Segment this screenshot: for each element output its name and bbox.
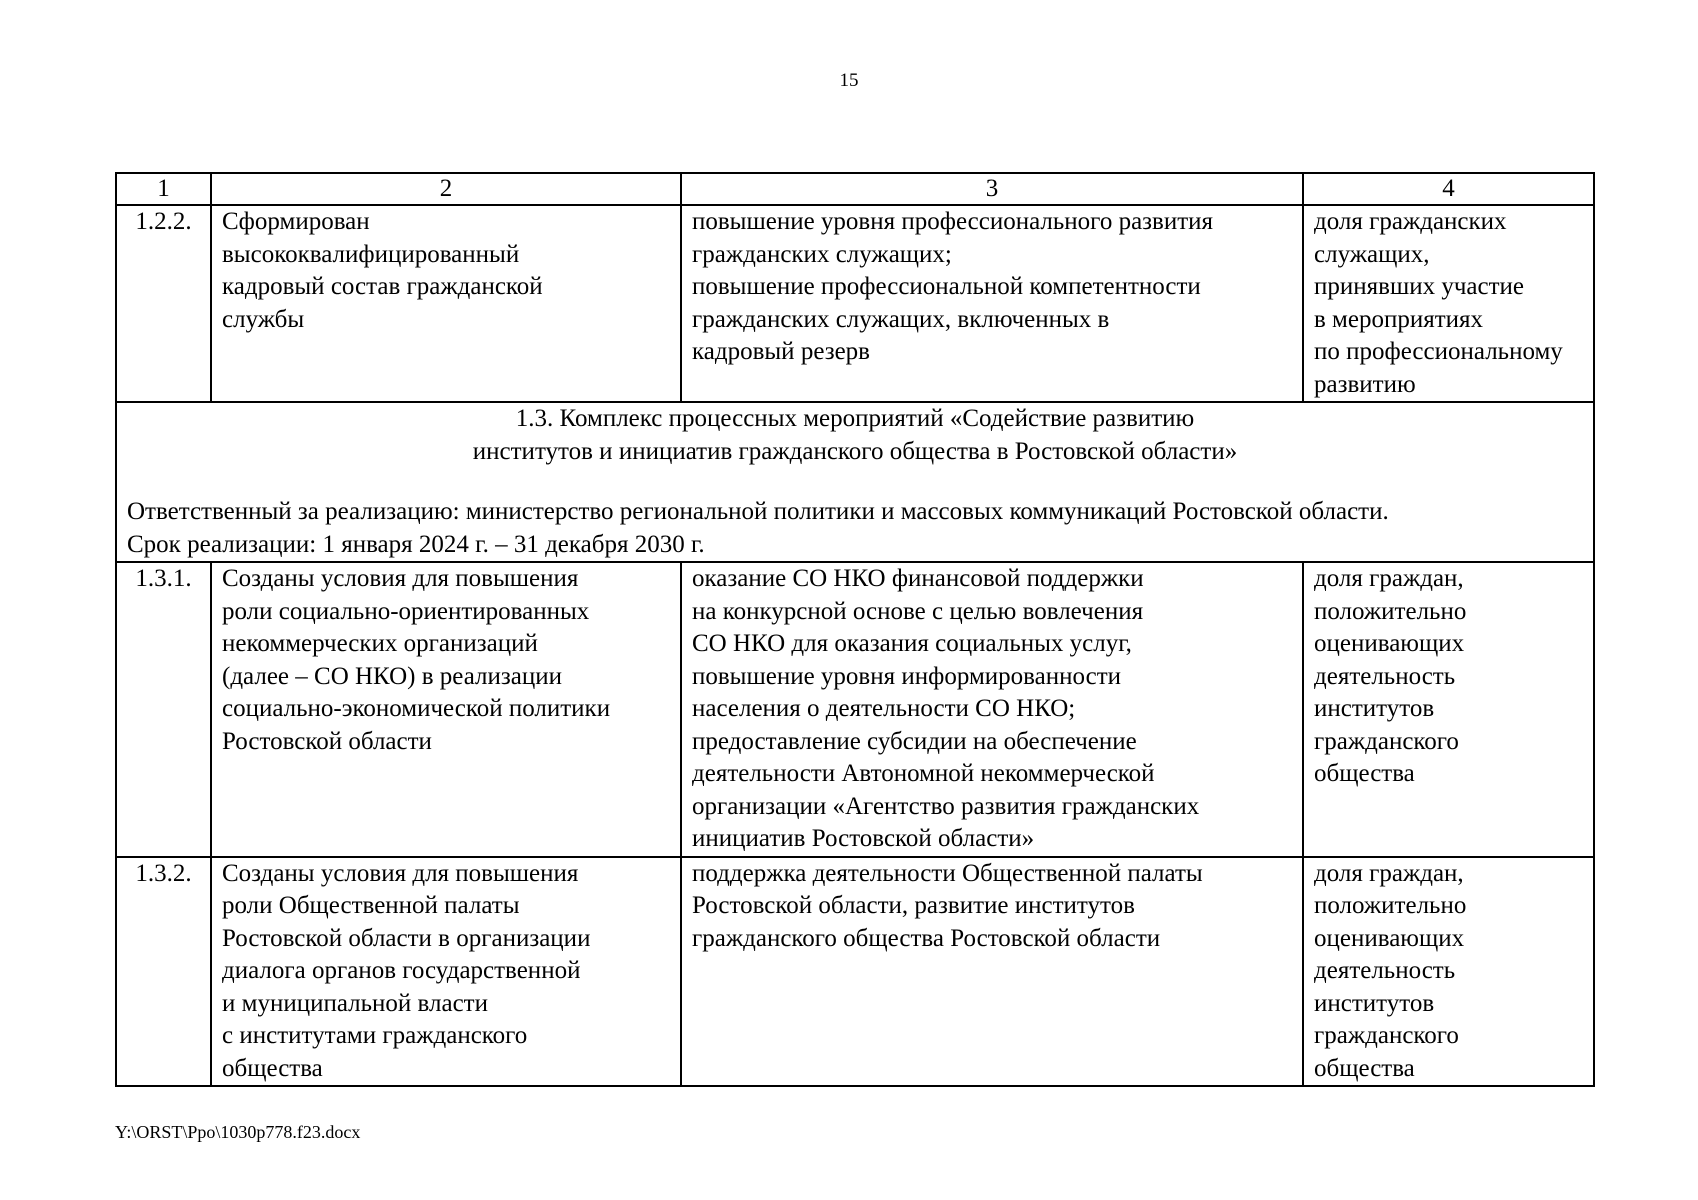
cell-line: общества: [1314, 760, 1415, 787]
page-number: 15: [839, 70, 859, 91]
cell-line: Созданы условия для повышения: [222, 859, 579, 887]
cell-line: Созданы условия для повышения: [222, 565, 579, 592]
description-cell: [681, 857, 1303, 1087]
cell-line: организации «Агентство развития гражданских: [692, 792, 1200, 820]
cell-line: на конкурсной основе с целью вовлечения: [692, 597, 1144, 625]
cell-line: принявших участие: [1314, 273, 1524, 300]
cell-line: деятельность: [1314, 957, 1456, 984]
cell-line: служащих,: [1314, 240, 1430, 268]
column-number: 1: [116, 173, 211, 205]
cell-line: Ростовской области, развитие институтов: [692, 892, 1135, 919]
cell-line: институтов: [1314, 695, 1435, 722]
cell-line: гражданских служащих;: [692, 240, 952, 268]
cell-line: гражданских служащих, включенных в: [692, 305, 1110, 333]
cell-line: по профессиональному: [1314, 338, 1563, 365]
cell-line: высококвалифицированный: [222, 240, 520, 268]
cell-line: положительно: [1314, 892, 1467, 919]
cell-line: (далее – СО НКО) в реализации: [222, 662, 562, 690]
indicator-cell: [1303, 562, 1594, 857]
cell-line: предоставление субсидии на обеспечение: [692, 727, 1137, 755]
cell-line: развитию: [1314, 370, 1416, 398]
cell-line: повышение уровня профессионального развития: [692, 208, 1214, 235]
cell-line: доля гражданских: [1314, 208, 1507, 235]
cell-line: Ростовской области: [222, 727, 432, 755]
cell-line: гражданского: [1314, 1022, 1459, 1049]
cell-line: кадровый состав гражданской: [222, 273, 543, 300]
cell-line: оценивающих: [1314, 630, 1465, 657]
section-cell: [116, 402, 1594, 562]
cell-line: роли Общественной палаты: [222, 892, 520, 919]
task-cell: [211, 562, 681, 857]
task-cell: [211, 857, 681, 1087]
cell-line: с институтами гражданского: [222, 1022, 528, 1049]
indicator-cell: [1303, 857, 1594, 1087]
cell-line: доля граждан,: [1314, 565, 1464, 592]
indicator-cell: [1303, 205, 1594, 402]
cell-line: роли социально-ориентированных: [222, 597, 590, 625]
cell-line: гражданского общества Ростовской области: [692, 924, 1161, 952]
row-number: 1.2.2.: [116, 205, 211, 402]
cell-line: диалога органов государственной: [222, 957, 581, 984]
footer-file-path: Y:\ORST\Ppo\1030p778.f23.docx: [115, 1122, 361, 1142]
cell-line: оценивающих: [1314, 924, 1465, 952]
cell-line: Сформирован: [222, 208, 370, 235]
cell-line: службы: [222, 305, 305, 333]
cell-line: социально-экономической политики: [222, 695, 611, 722]
cell-line: доля граждан,: [1314, 859, 1464, 887]
cell-line: поддержка деятельности Общественной палаты: [692, 859, 1203, 887]
column-number: 4: [1303, 173, 1594, 205]
cell-line: повышение уровня информированности: [692, 662, 1121, 690]
description-cell: [681, 205, 1303, 402]
cell-line: СО НКО для оказания социальных услуг,: [692, 630, 1132, 657]
column-number: 3: [681, 173, 1303, 205]
cell-line: общества: [222, 1054, 323, 1082]
cell-line: в мероприятиях: [1314, 305, 1484, 333]
description-cell: [681, 562, 1303, 857]
cell-line: деятельность: [1314, 662, 1456, 690]
section-responsible: Ответственный за реализацию: министерство региональной политики и массовых коммуникаций Ростовской области.: [127, 498, 1389, 525]
cell-line: оказание СО НКО финансовой поддержки: [692, 565, 1144, 592]
cell-line: инициатив Ростовской области»: [692, 825, 1035, 852]
cell-line: некоммерческих организаций: [222, 630, 538, 657]
section-gap: [127, 468, 1583, 496]
cell-line: деятельности Автономной некоммерческой: [692, 760, 1155, 787]
row-number: 1.3.2.: [116, 857, 211, 1087]
measures-table: [115, 172, 1595, 1087]
cell-line: Ростовской области в организации: [222, 924, 591, 952]
cell-line: общества: [1314, 1054, 1415, 1082]
cell-line: положительно: [1314, 597, 1467, 625]
cell-line: институтов: [1314, 989, 1435, 1017]
cell-line: кадровый резерв: [692, 338, 870, 365]
section-title: институтов и инициатив гражданского общества в Ростовской области»: [472, 437, 1238, 465]
cell-line: повышение профессиональной компетентности: [692, 273, 1201, 300]
cell-line: гражданского: [1314, 727, 1459, 755]
section-term: Срок реализации: 1 января 2024 г. – 31 декабря 2030 г.: [127, 530, 705, 558]
table-row: [116, 857, 1594, 1087]
cell-line: населения о деятельности СО НКО;: [692, 695, 1076, 722]
column-number: 2: [211, 173, 681, 205]
section-title: 1.3. Комплекс процессных мероприятий «Содействие развитию: [515, 405, 1195, 432]
table-row: [116, 205, 1594, 402]
table-row: [116, 562, 1594, 857]
section-row: [116, 402, 1594, 562]
cell-line: и муниципальной власти: [222, 989, 488, 1017]
row-number: 1.3.1.: [116, 562, 211, 857]
task-cell: [211, 205, 681, 402]
column-number-row: [116, 173, 1594, 205]
